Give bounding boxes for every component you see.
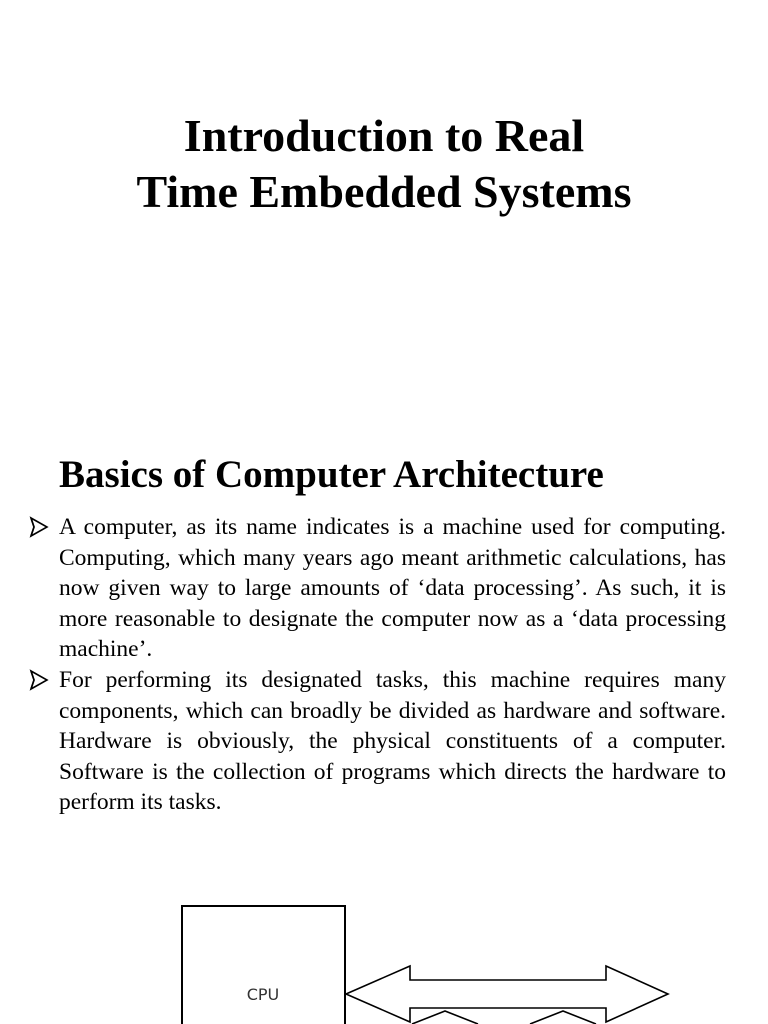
architecture-diagram [0, 890, 768, 1024]
cpu-box [182, 906, 345, 1024]
arrow-bullet-icon [28, 669, 50, 691]
section-heading: Basics of Computer Architecture [59, 453, 604, 496]
bullet-list [28, 512, 726, 818]
bullet-text: A computer, as its name indicates is a machine used for computing. Computing, which many years ago meant arithmetic calculations, has now given way to large amounts of ‘data processing’. As such, it is more reasonable to designate the computer now as a ‘data processing machine’. [59, 514, 726, 663]
bullet-text: For performing its designated tasks, this machine requires many components, which can broadly be divided as hardware and software. Hardware is obviously, the physical constituents of a computer. Software is the collection of programs which directs the hardware to perform its tasks. [59, 666, 726, 816]
bullet-item [28, 512, 726, 665]
bus-arrow [346, 966, 668, 1022]
bus-connector-right [530, 1011, 596, 1024]
bus-connector-left [412, 1011, 478, 1024]
arrow-bullet-icon [28, 516, 50, 538]
bullet-item [28, 665, 726, 818]
title-line-2: Time Embedded Systems [136, 166, 632, 217]
title-line-1: Introduction to Real [183, 110, 585, 161]
slide-title [0, 108, 768, 220]
cpu-label: CPU [246, 985, 280, 1004]
